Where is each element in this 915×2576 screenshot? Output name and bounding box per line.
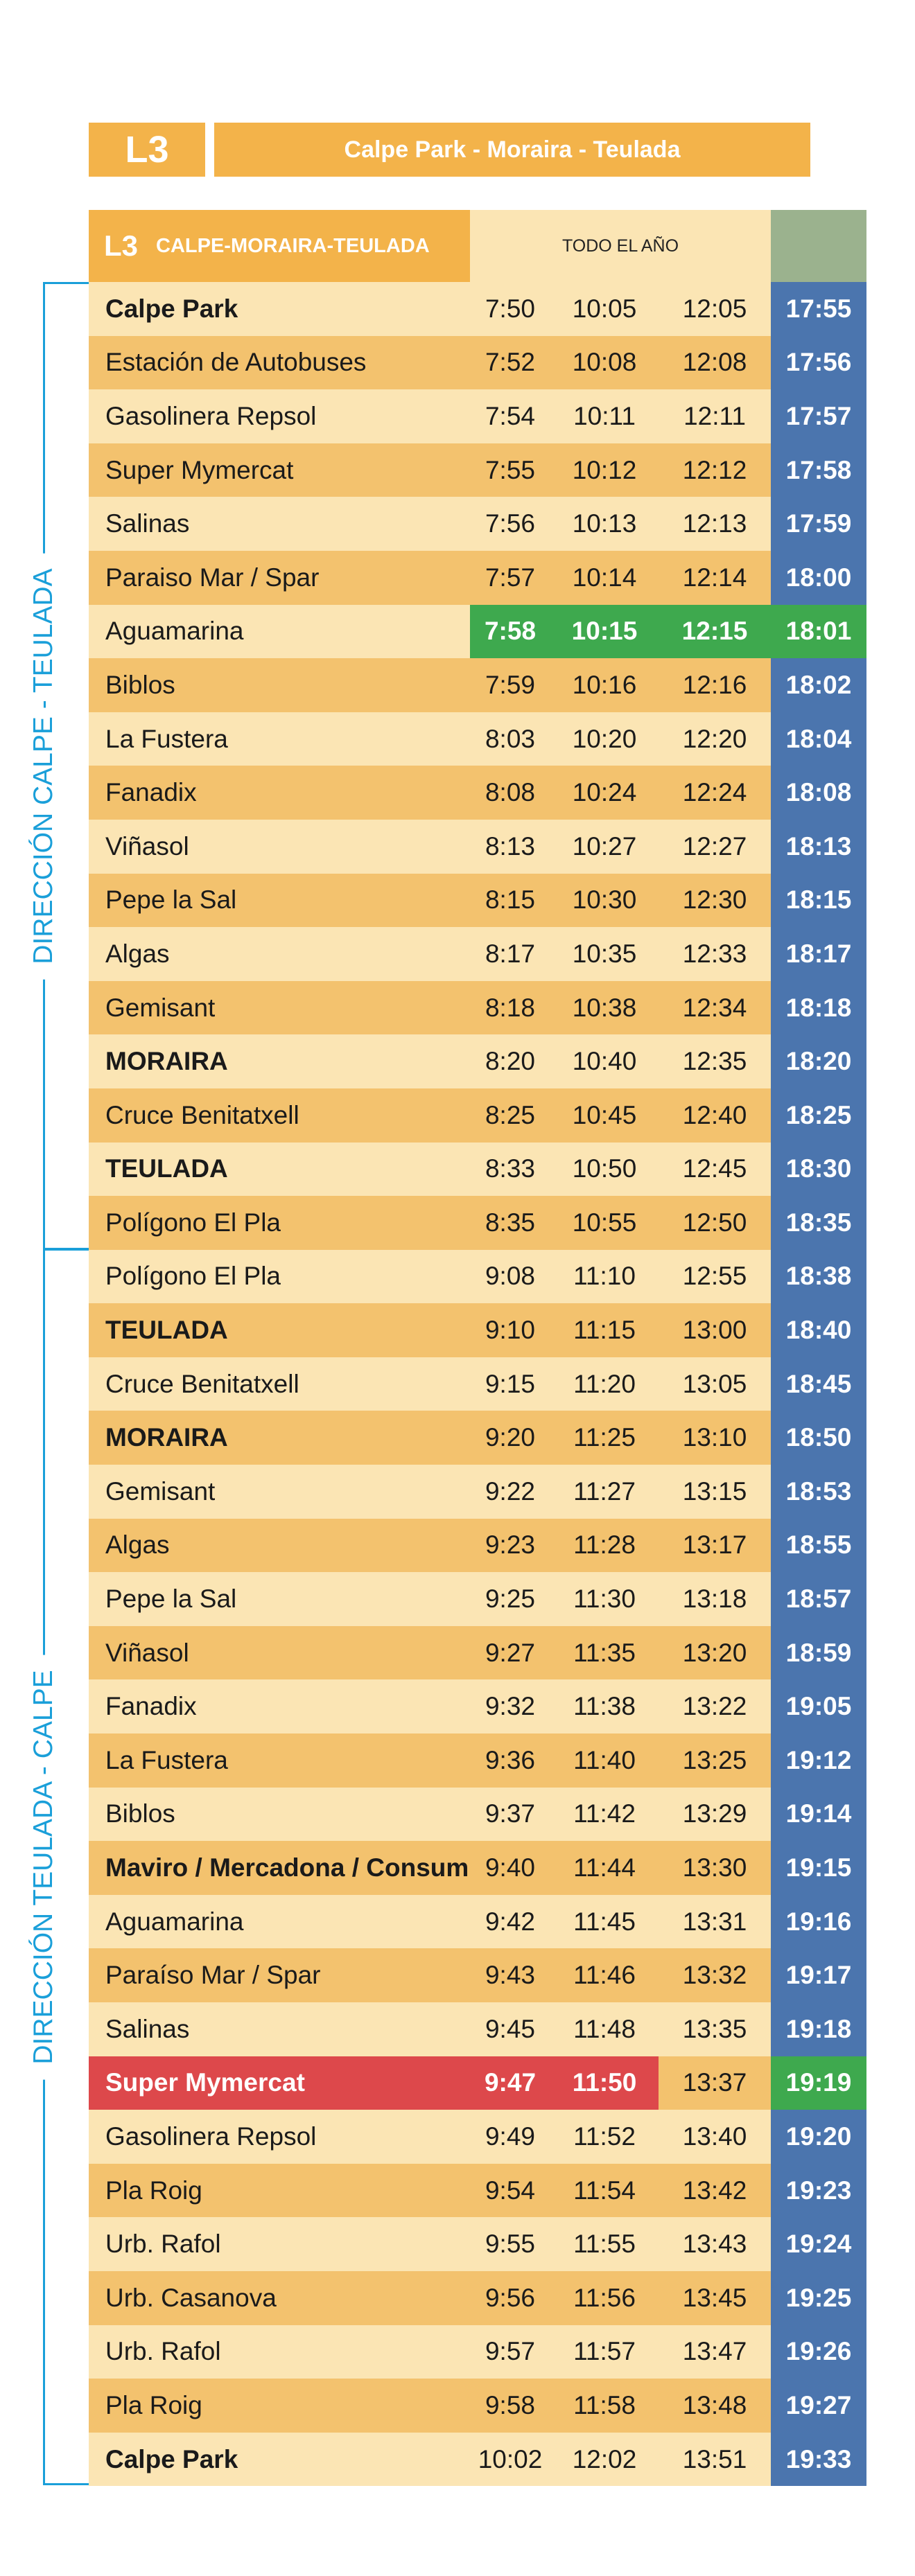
departure-time-2: 11:10 (550, 1250, 659, 1304)
departure-time-2: 10:15 (550, 605, 659, 659)
departure-time-2: 11:38 (550, 1679, 659, 1733)
departure-time-2: 11:52 (550, 2110, 659, 2164)
stop-name: Gemisant (89, 1465, 470, 1519)
departure-time-2: 10:24 (550, 766, 659, 820)
departure-time-1: 9:37 (470, 1788, 550, 1842)
departure-time-2: 11:45 (550, 1895, 659, 1949)
table-row (89, 551, 866, 605)
departure-time-4: 19:25 (771, 2271, 866, 2325)
direction-inbound-label: DIRECCIÓN TEULADA - CALPE (28, 1655, 59, 2079)
table-row (89, 1572, 866, 1626)
stop-name: Algas (89, 927, 470, 981)
table-row (89, 336, 866, 390)
departure-time-4: 18:59 (771, 1626, 866, 1680)
departure-time-2: 11:20 (550, 1357, 659, 1411)
departure-time-1: 9:56 (470, 2271, 550, 2325)
departure-time-3: 12:14 (659, 551, 771, 605)
departure-time-3: 13:31 (659, 1895, 771, 1949)
table-row (89, 1411, 866, 1465)
departure-time-4: 18:17 (771, 927, 866, 981)
departure-time-2: 11:27 (550, 1465, 659, 1519)
departure-time-1: 9:55 (470, 2217, 550, 2271)
departure-time-4: 18:20 (771, 1034, 866, 1088)
departure-time-3: 12:05 (659, 282, 771, 336)
departure-time-4: 18:01 (771, 605, 866, 659)
departure-time-4: 18:40 (771, 1303, 866, 1357)
departure-time-2: 10:05 (550, 282, 659, 336)
departure-time-1: 7:58 (470, 605, 550, 659)
departure-time-1: 7:57 (470, 551, 550, 605)
table-row (89, 820, 866, 874)
departure-time-2: 11:55 (550, 2217, 659, 2271)
stop-name: Urb. Rafol (89, 2217, 470, 2271)
table-row (89, 981, 866, 1035)
table-row (89, 2164, 866, 2218)
departure-time-1: 9:57 (470, 2325, 550, 2379)
departure-time-2: 12:02 (550, 2433, 659, 2487)
departure-time-4: 18:02 (771, 658, 866, 712)
table-row (89, 766, 866, 820)
departure-time-4: 19:26 (771, 2325, 866, 2379)
departure-time-1: 9:47 (470, 2056, 550, 2110)
table-row (89, 1250, 866, 1304)
departure-time-1: 8:35 (470, 1196, 550, 1250)
stop-name: Salinas (89, 2002, 470, 2056)
table-row (89, 1841, 866, 1895)
stop-name: Polígono El Pla (89, 1196, 470, 1250)
stop-name: Biblos (89, 658, 470, 712)
departure-time-1: 9:15 (470, 1357, 550, 1411)
departure-time-3: 12:40 (659, 1088, 771, 1143)
timetable-rows (89, 282, 866, 2486)
departure-time-4: 18:30 (771, 1143, 866, 1197)
departure-time-2: 11:57 (550, 2325, 659, 2379)
departure-time-1: 8:13 (470, 820, 550, 874)
departure-time-4: 18:50 (771, 1411, 866, 1465)
direction-inbound-bottom-tick (43, 2483, 89, 2485)
departure-time-3: 12:24 (659, 766, 771, 820)
table-row (89, 443, 866, 497)
departure-time-1: 9:27 (470, 1626, 550, 1680)
table-row (89, 1143, 866, 1197)
departure-time-2: 10:40 (550, 1034, 659, 1088)
stop-name: La Fustera (89, 1733, 470, 1788)
departure-time-4: 18:35 (771, 1196, 866, 1250)
departure-time-2: 11:44 (550, 1841, 659, 1895)
departure-time-2: 11:15 (550, 1303, 659, 1357)
table-row (89, 2002, 866, 2056)
departure-time-2: 10:45 (550, 1088, 659, 1143)
line-badge: L3 (89, 123, 205, 177)
departure-time-3: 12:34 (659, 981, 771, 1035)
departure-time-2: 10:14 (550, 551, 659, 605)
departure-time-3: 12:16 (659, 658, 771, 712)
stop-name: Cruce Benitatxell (89, 1088, 470, 1143)
departure-time-4: 19:16 (771, 1895, 866, 1949)
departure-time-3: 12:50 (659, 1196, 771, 1250)
stop-name: Gemisant (89, 981, 470, 1035)
departure-time-2: 10:11 (550, 389, 659, 443)
stop-name: Aguamarina (89, 1895, 470, 1949)
departure-time-1: 9:08 (470, 1250, 550, 1304)
table-row (89, 1088, 866, 1143)
departure-time-1: 9:36 (470, 1733, 550, 1788)
departure-time-1: 7:54 (470, 389, 550, 443)
table-row (89, 1357, 866, 1411)
departure-time-1: 7:55 (470, 443, 550, 497)
departure-time-1: 9:32 (470, 1679, 550, 1733)
table-header-extra (771, 210, 866, 282)
stop-name: Calpe Park (89, 282, 470, 336)
departure-time-3: 12:27 (659, 820, 771, 874)
stop-name: Pla Roig (89, 2379, 470, 2433)
departure-time-3: 13:30 (659, 1841, 771, 1895)
departure-time-1: 8:33 (470, 1143, 550, 1197)
table-row (89, 1034, 866, 1088)
departure-time-4: 18:45 (771, 1357, 866, 1411)
table-row (89, 1948, 866, 2002)
departure-time-2: 11:46 (550, 1948, 659, 2002)
departure-time-4: 19:23 (771, 2164, 866, 2218)
stop-name: Fanadix (89, 766, 470, 820)
table-header-route (89, 210, 470, 282)
departure-time-2: 10:16 (550, 658, 659, 712)
table-row (89, 2056, 866, 2110)
departure-time-1: 9:10 (470, 1303, 550, 1357)
departure-time-1: 8:03 (470, 712, 550, 766)
stop-name: Fanadix (89, 1679, 470, 1733)
departure-time-3: 13:47 (659, 2325, 771, 2379)
departure-time-1: 8:20 (470, 1034, 550, 1088)
departure-time-1: 9:43 (470, 1948, 550, 2002)
departure-time-4: 17:58 (771, 443, 866, 497)
table-row (89, 389, 866, 443)
stop-name: Biblos (89, 1788, 470, 1842)
stop-name: Super Mymercat (89, 2056, 470, 2110)
direction-outbound (28, 282, 86, 1250)
departure-time-3: 13:00 (659, 1303, 771, 1357)
departure-time-2: 11:28 (550, 1519, 659, 1573)
direction-inbound (28, 1249, 86, 2485)
departure-time-2: 10:08 (550, 336, 659, 390)
departure-time-4: 18:13 (771, 820, 866, 874)
departure-time-3: 13:45 (659, 2271, 771, 2325)
departure-time-3: 12:13 (659, 497, 771, 551)
departure-time-2: 11:40 (550, 1733, 659, 1788)
departure-time-4: 18:08 (771, 766, 866, 820)
departure-time-4: 18:25 (771, 1088, 866, 1143)
departure-time-1: 9:40 (470, 1841, 550, 1895)
departure-time-2: 10:35 (550, 927, 659, 981)
departure-time-1: 9:25 (470, 1572, 550, 1626)
departure-time-1: 9:58 (470, 2379, 550, 2433)
departure-time-4: 18:38 (771, 1250, 866, 1304)
departure-time-1: 7:50 (470, 282, 550, 336)
departure-time-3: 12:12 (659, 443, 771, 497)
departure-time-3: 12:45 (659, 1143, 771, 1197)
stop-name: Paraíso Mar / Spar (89, 1948, 470, 2002)
departure-time-3: 13:17 (659, 1519, 771, 1573)
departure-time-2: 11:58 (550, 2379, 659, 2433)
table-row (89, 1303, 866, 1357)
departure-time-1: 9:23 (470, 1519, 550, 1573)
departure-time-2: 11:25 (550, 1411, 659, 1465)
departure-time-2: 10:27 (550, 820, 659, 874)
table-row (89, 1465, 866, 1519)
table-header (89, 210, 866, 282)
departure-time-3: 13:15 (659, 1465, 771, 1519)
departure-time-3: 12:55 (659, 1250, 771, 1304)
departure-time-3: 13:05 (659, 1357, 771, 1411)
departure-time-1: 10:02 (470, 2433, 550, 2487)
departure-time-3: 13:22 (659, 1679, 771, 1733)
departure-time-4: 19:19 (771, 2056, 866, 2110)
departure-time-3: 12:20 (659, 712, 771, 766)
departure-time-1: 8:25 (470, 1088, 550, 1143)
departure-time-3: 12:08 (659, 336, 771, 390)
table-row (89, 497, 866, 551)
departure-time-3: 13:29 (659, 1788, 771, 1842)
departure-time-4: 17:57 (771, 389, 866, 443)
departure-time-2: 11:54 (550, 2164, 659, 2218)
stop-name: MORAIRA (89, 1034, 470, 1088)
departure-time-3: 13:32 (659, 1948, 771, 2002)
departure-time-1: 7:56 (470, 497, 550, 551)
departure-time-2: 10:20 (550, 712, 659, 766)
departure-time-2: 10:13 (550, 497, 659, 551)
departure-time-4: 18:53 (771, 1465, 866, 1519)
stop-name: Maviro / Mercadona / Consum (89, 1841, 470, 1895)
departure-time-2: 10:30 (550, 874, 659, 928)
stop-name: Gasolinera Repsol (89, 389, 470, 443)
stop-name: Pla Roig (89, 2164, 470, 2218)
stop-name: Paraiso Mar / Spar (89, 551, 470, 605)
departure-time-1: 8:18 (470, 981, 550, 1035)
departure-time-4: 17:59 (771, 497, 866, 551)
stop-name: Urb. Casanova (89, 2271, 470, 2325)
departure-time-1: 9:49 (470, 2110, 550, 2164)
stop-name: Algas (89, 1519, 470, 1573)
departure-time-1: 7:59 (470, 658, 550, 712)
departure-time-4: 17:56 (771, 336, 866, 390)
departure-time-3: 12:11 (659, 389, 771, 443)
departure-time-4: 19:15 (771, 1841, 866, 1895)
departure-time-2: 11:56 (550, 2271, 659, 2325)
stop-name: Aguamarina (89, 605, 470, 659)
route-title: Calpe Park - Moraira - Teulada (214, 123, 810, 177)
departure-time-3: 12:15 (659, 605, 771, 659)
departure-time-3: 13:18 (659, 1572, 771, 1626)
table-header-route-name: CALPE-MORAIRA-TEULADA (156, 234, 430, 257)
stop-name: Viñasol (89, 1626, 470, 1680)
table-row (89, 1733, 866, 1788)
departure-time-4: 18:04 (771, 712, 866, 766)
stop-name: La Fustera (89, 712, 470, 766)
departure-time-4: 18:57 (771, 1572, 866, 1626)
departure-time-1: 9:42 (470, 1895, 550, 1949)
stop-name: Urb. Rafol (89, 2325, 470, 2379)
departure-time-4: 17:55 (771, 282, 866, 336)
table-row (89, 605, 866, 659)
departure-time-4: 18:55 (771, 1519, 866, 1573)
departure-time-2: 11:42 (550, 1788, 659, 1842)
departure-time-3: 13:48 (659, 2379, 771, 2433)
table-row (89, 658, 866, 712)
departure-time-3: 13:40 (659, 2110, 771, 2164)
departure-time-4: 19:05 (771, 1679, 866, 1733)
table-row (89, 2110, 866, 2164)
departure-time-3: 13:25 (659, 1733, 771, 1788)
stop-name: MORAIRA (89, 1411, 470, 1465)
stop-name: Viñasol (89, 820, 470, 874)
table-row (89, 874, 866, 928)
table-row (89, 1196, 866, 1250)
table-row (89, 927, 866, 981)
departure-time-4: 18:18 (771, 981, 866, 1035)
departure-time-3: 12:33 (659, 927, 771, 981)
stop-name: TEULADA (89, 1303, 470, 1357)
departure-time-4: 19:14 (771, 1788, 866, 1842)
departure-time-2: 11:30 (550, 1572, 659, 1626)
table-row (89, 2379, 866, 2433)
table-row (89, 712, 866, 766)
stop-name: Gasolinera Repsol (89, 2110, 470, 2164)
departure-time-4: 19:24 (771, 2217, 866, 2271)
departure-time-1: 8:15 (470, 874, 550, 928)
departure-time-3: 13:42 (659, 2164, 771, 2218)
table-header-period: TODO EL AÑO (470, 210, 771, 282)
departure-time-4: 19:20 (771, 2110, 866, 2164)
departure-time-1: 9:22 (470, 1465, 550, 1519)
departure-time-4: 19:12 (771, 1733, 866, 1788)
departure-time-4: 19:17 (771, 1948, 866, 2002)
table-row (89, 2433, 866, 2487)
stop-name: TEULADA (89, 1143, 470, 1197)
departure-time-3: 13:37 (659, 2056, 771, 2110)
departure-time-3: 13:35 (659, 2002, 771, 2056)
departure-time-1: 8:08 (470, 766, 550, 820)
direction-outbound-top-tick (43, 282, 89, 284)
table-row (89, 1895, 866, 1949)
departure-time-1: 7:52 (470, 336, 550, 390)
stop-name: Calpe Park (89, 2433, 470, 2487)
departure-time-3: 13:51 (659, 2433, 771, 2487)
stop-name: Polígono El Pla (89, 1250, 470, 1304)
stop-name: Cruce Benitatxell (89, 1357, 470, 1411)
departure-time-4: 19:27 (771, 2379, 866, 2433)
departure-time-2: 10:12 (550, 443, 659, 497)
direction-outbound-label: DIRECCIÓN CALPE - TEULADA (28, 553, 59, 979)
departure-time-1: 9:54 (470, 2164, 550, 2218)
table-row (89, 1519, 866, 1573)
table-row (89, 2325, 866, 2379)
departure-time-4: 19:33 (771, 2433, 866, 2487)
stop-name: Estación de Autobuses (89, 336, 470, 390)
departure-time-4: 19:18 (771, 2002, 866, 2056)
departure-time-4: 18:15 (771, 874, 866, 928)
stop-name: Pepe la Sal (89, 1572, 470, 1626)
table-row (89, 282, 866, 336)
stop-name: Super Mymercat (89, 443, 470, 497)
table-header-line: L3 (104, 229, 139, 262)
table-row (89, 1626, 866, 1680)
departure-time-2: 11:35 (550, 1626, 659, 1680)
departure-time-2: 10:55 (550, 1196, 659, 1250)
stop-name: Salinas (89, 497, 470, 551)
departure-time-2: 10:38 (550, 981, 659, 1035)
departure-time-3: 13:10 (659, 1411, 771, 1465)
departure-time-2: 10:50 (550, 1143, 659, 1197)
departure-time-3: 13:20 (659, 1626, 771, 1680)
departure-time-1: 9:45 (470, 2002, 550, 2056)
departure-time-1: 8:17 (470, 927, 550, 981)
table-row (89, 1679, 866, 1733)
departure-time-3: 13:43 (659, 2217, 771, 2271)
departure-time-2: 11:50 (550, 2056, 659, 2110)
departure-time-3: 12:35 (659, 1034, 771, 1088)
departure-time-3: 12:30 (659, 874, 771, 928)
departure-time-1: 9:20 (470, 1411, 550, 1465)
stop-name: Pepe la Sal (89, 874, 470, 928)
table-row (89, 2271, 866, 2325)
table-row (89, 2217, 866, 2271)
departure-time-2: 11:48 (550, 2002, 659, 2056)
table-row (89, 1788, 866, 1842)
departure-time-4: 18:00 (771, 551, 866, 605)
